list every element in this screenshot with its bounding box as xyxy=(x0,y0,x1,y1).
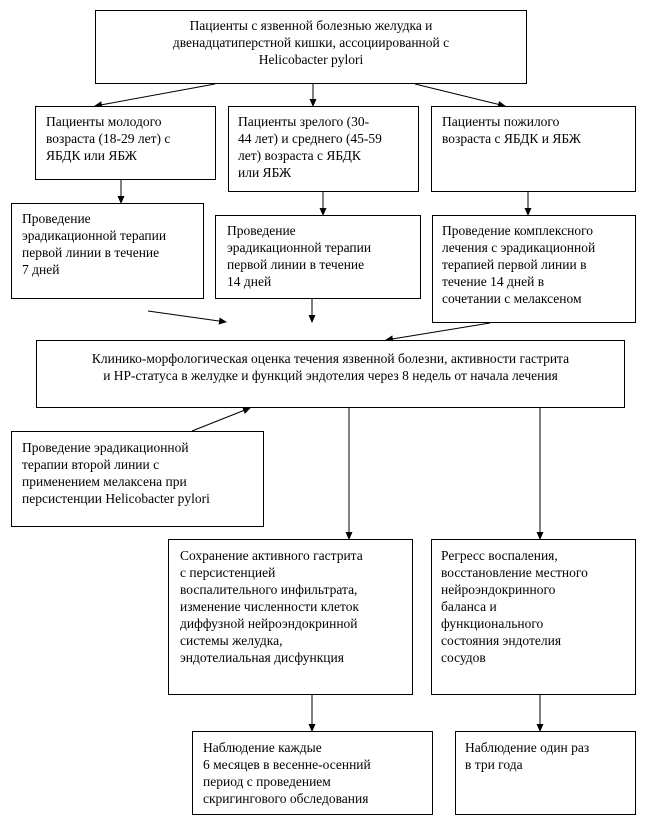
node-regress: Регресс воспаления, восстановление местного нейроэндокринного баланса и функционального состояния эндотелия сосудов xyxy=(431,539,636,695)
node-therapy-mature: Проведение эрадикационной терапии первой линии в течение 14 дней xyxy=(215,215,421,299)
arrow-top-to-elderly xyxy=(415,84,505,106)
node-young-patients: Пациенты молодого возраста (18-29 лет) с ЯБДК или ЯБЖ xyxy=(35,106,216,180)
node-elderly-patients: Пациенты пожилого возраста с ЯБДК и ЯБЖ xyxy=(431,106,636,192)
node-mature-patients: Пациенты зрелого (30- 44 лет) и среднего (45-59 лет) возраста с ЯБДК или ЯБЖ xyxy=(228,106,419,192)
node-observe-3-years: Наблюдение один раз в три года xyxy=(455,731,636,815)
node-assessment: Клинико-морфологическая оценка течения язвенной болезни, активности гастрита и НР-статуса в желудке и функций эндотелия через 8 недель от начала лечения xyxy=(36,340,625,408)
arrow-top-to-young xyxy=(95,84,215,106)
arrow-therapy-elderly-to-assessment xyxy=(386,323,490,340)
node-patients-hp: Пациенты с язвенной болезнью желудка и двенадцатиперстной кишки, ассоциированной с Helicobacter pylori xyxy=(95,10,527,84)
node-active-gastritis: Сохранение активного гастрита с персистенцией воспалительного инфильтрата, изменение численности клеток диффузной нейроэндокринной системы желудка, эндотелиальная дисфункция xyxy=(168,539,413,695)
node-second-line-therapy: Проведение эрадикационной терапии второй линии с применением мелаксена при персистенции Helicobacter pylori xyxy=(11,431,264,527)
arrow-second-line-to-assessment xyxy=(192,408,250,431)
arrow-therapy-young-to-assessment xyxy=(148,311,226,322)
node-observe-6-months: Наблюдение каждые 6 месяцев в весенне-осенний период с проведением скригингового обследования xyxy=(192,731,433,815)
node-therapy-young: Проведение эрадикационной терапии первой линии в течение 7 дней xyxy=(11,203,204,299)
node-therapy-elderly: Проведение комплексного лечения с эрадикационной терапией первой линии в течение 14 дней в сочетании с мелаксеном xyxy=(432,215,636,323)
